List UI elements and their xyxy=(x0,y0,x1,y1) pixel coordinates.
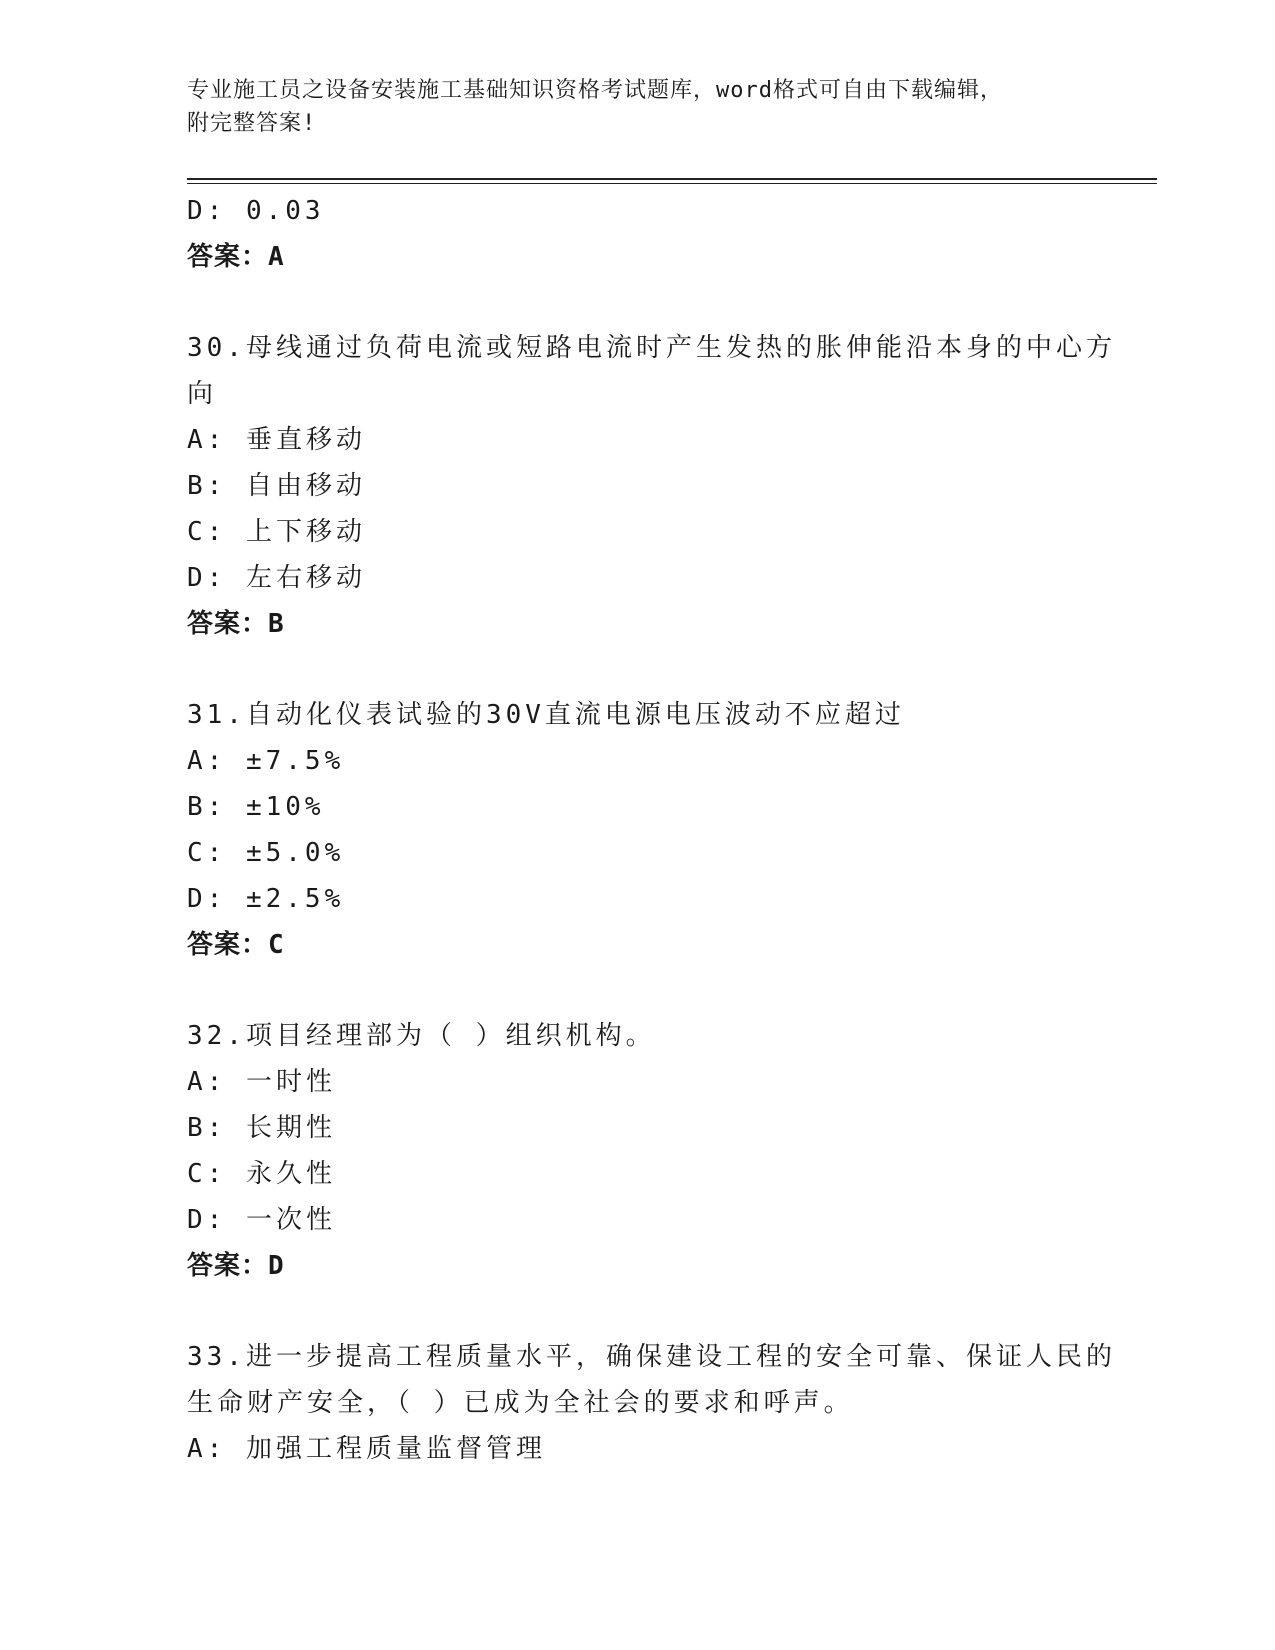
header-divider-thin xyxy=(187,183,1157,184)
header-divider-thick xyxy=(187,178,1157,180)
option-d: D: 0.03 xyxy=(187,196,325,226)
spacer xyxy=(187,280,1157,325)
header-line-2: 附完整答案! xyxy=(187,111,317,136)
option-a: A: 加强工程质量监督管理 xyxy=(187,1434,546,1464)
option-d: D: 左右移动 xyxy=(187,563,366,593)
option-b: B: 长期性 xyxy=(187,1113,336,1143)
answer: 答案：A xyxy=(187,242,285,272)
question-list xyxy=(187,188,1157,1472)
document-header xyxy=(187,74,1067,140)
option-c: C: 永久性 xyxy=(187,1159,336,1189)
question-31 xyxy=(187,692,1157,968)
question-33 xyxy=(187,1334,1157,1472)
option-c: C: ±5.0% xyxy=(187,838,345,868)
option-b: B: ±10% xyxy=(187,792,325,822)
option-b: B: 自由移动 xyxy=(187,471,366,501)
option-c: C: 上下移动 xyxy=(187,517,366,547)
option-a: A: ±7.5% xyxy=(187,746,345,776)
answer: 答案：C xyxy=(187,930,285,960)
question-32 xyxy=(187,1013,1157,1289)
header-line-1: 专业施工员之设备安装施工基础知识资格考试题库，word格式可自由下载编辑， xyxy=(187,78,1003,103)
spacer xyxy=(187,968,1157,1013)
spacer xyxy=(187,647,1157,692)
question-text: 31.自动化仪表试验的30V直流电源电压波动不应超过 xyxy=(187,700,905,730)
option-d: D: 一次性 xyxy=(187,1205,336,1235)
question-text-cont: 生命财产安全，（ ）已成为全社会的要求和呼声。 xyxy=(187,1388,854,1418)
option-d: D: ±2.5% xyxy=(187,884,345,914)
question-text: 33.进一步提高工程质量水平，确保建设工程的安全可靠、保证人民的 xyxy=(187,1342,1116,1372)
option-a: A: 垂直移动 xyxy=(187,425,366,455)
option-a: A: 一时性 xyxy=(187,1067,336,1097)
answer: 答案：B xyxy=(187,609,285,639)
question-text: 32.项目经理部为（ ）组织机构。 xyxy=(187,1021,656,1051)
answer: 答案：D xyxy=(187,1251,285,1281)
spacer xyxy=(187,1289,1157,1334)
question-30 xyxy=(187,325,1157,647)
question-text: 30.母线通过负荷电流或短路电流时产生发热的胀伸能沿本身的中心方 xyxy=(187,333,1116,363)
question-text-cont: 向 xyxy=(187,379,218,409)
